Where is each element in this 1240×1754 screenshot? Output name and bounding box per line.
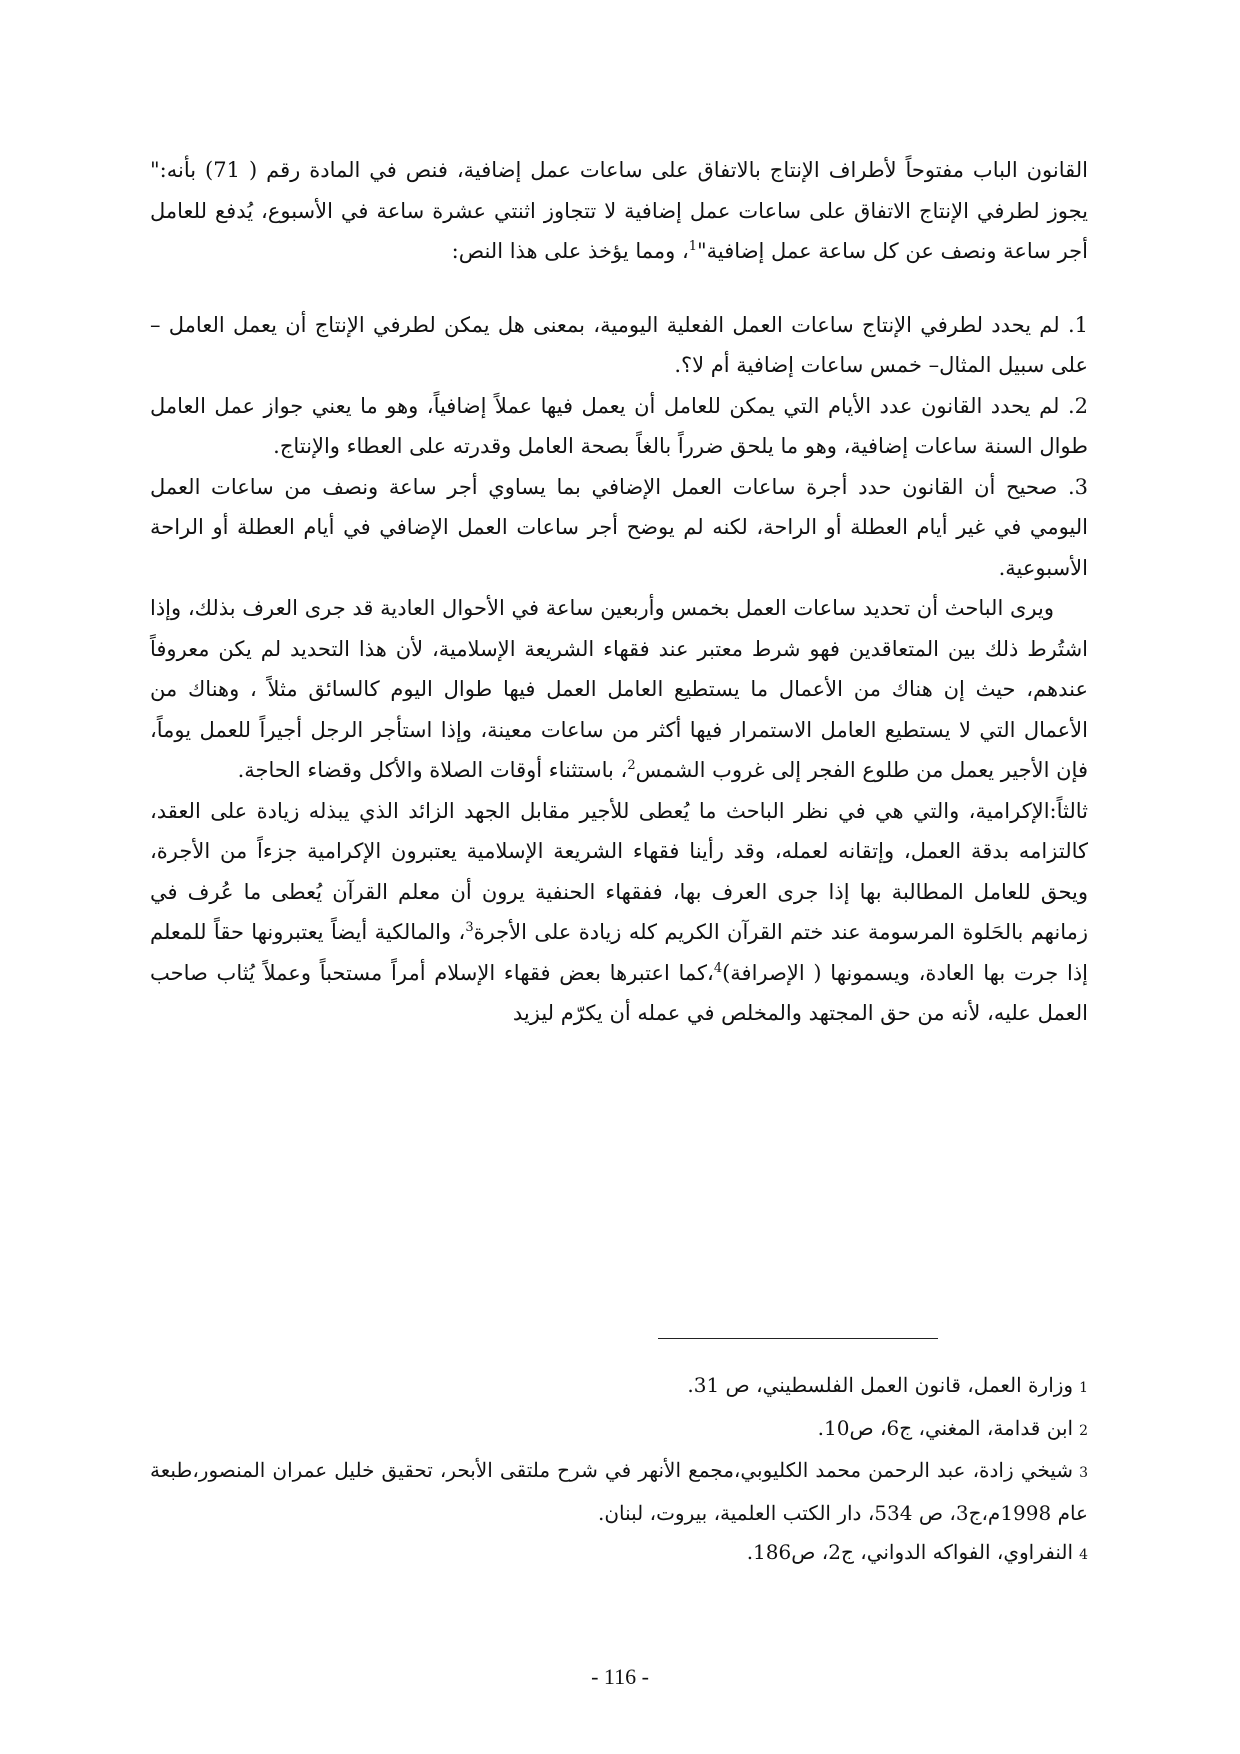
- footnote-4: [150, 1533, 1088, 1576]
- intro-text: القانون الباب مفتوحاً لأطراف الإنتاج بالاتفاق على ساعات عمل إضافية، فنص في المادة رقم ( 71) بأنه:" يجوز لطرفي الإنتاج الاتفاق على ساعات عمل إضافية لا تتجاوز اثنتي عشرة ساعة في الأسبوع، يُدفع للعامل أجر ساعة ونصف عن كل ساعة عمل إضافية": [150, 158, 1089, 263]
- footnote-text: النفراوي، الفواكه الدواني، ج2، ص186.: [746, 1540, 1074, 1564]
- footnote-ref-3[interactable]: 3: [465, 920, 474, 935]
- researcher-opinion-paragraph: [150, 588, 1088, 791]
- point-1: 1. لم يحدد لطرفي الإنتاج ساعات العمل الفعلية اليومية، بمعنى هل يمكن لطرفي الإنتاج أن يعمل العامل – على سبيل المثال– خمس ساعات إضافية أم لا؟.: [150, 312, 1088, 377]
- page-number: - 116 -: [591, 1664, 649, 1689]
- intro-tail: ، ومما يؤخذ على هذا النص:: [451, 239, 689, 263]
- footnote-separator: [658, 1338, 938, 1339]
- footnotes-section: [150, 1366, 1088, 1576]
- footnote-ref-4[interactable]: 4: [713, 960, 723, 976]
- footnote-number: 3: [1079, 1465, 1088, 1481]
- opinion-tail: ، باستثناء أوقات الصلاة والأكل وقضاء الحاجة.: [237, 758, 628, 782]
- footnote-text: وزارة العمل، قانون العمل الفلسطيني، ص 31.: [687, 1373, 1074, 1397]
- point-2: 2. لم يحدد القانون عدد الأيام التي يمكن للعامل أن يعمل فيها عملاً إضافياً، وهو ما يعني جواز عمل العامل طوال السنة ساعات إضافية، وهو ما يلحق ضرراً بالغاً بصحة العامل وقدرته على العطاء والإنتاج.: [150, 393, 1088, 458]
- intro-paragraph: [150, 150, 1088, 272]
- footnote-2: [150, 1409, 1088, 1452]
- third-text-3: ،كما اعتبرها بعض فقهاء الإسلام أمراً مستحباً وعملاً يُثاب صاحب العمل عليه، لأنه من حق المجتهد والمخلص في عمله أن يكرّم ليزيد: [150, 960, 1088, 1025]
- footnote-number: 1: [1079, 1380, 1088, 1396]
- footnote-3: [150, 1451, 1088, 1533]
- third-text-2: ، والمالكية أيضاً يعتبرونها حقاً للمعلم إذا جرت بها العادة، ويسمونها ( الإصرافة): [150, 920, 1089, 985]
- footnote-ref-1[interactable]: 1: [688, 239, 698, 254]
- footnote-text: شيخي زادة، عبد الرحمن محمد الكليوبي،مجمع الأنهر في شرح ملتقى الأبحر، تحقيق خليل عمران المنصور،طبعة عام 1998م،ج3، ص 534، دار الكتب العلمية، بيروت، لبنان.: [150, 1458, 1088, 1525]
- third-text-1: ثالثاً:الإكرامية، والتي هي في نظر الباحث ما يُعطى للأجير مقابل الجهد الزائد الذي يبذله زيادة على العقد، كالتزامه بدقة العمل، وإتقانه لعمله، وقد رأينا فقهاء الشريعة الإسلامية يعتبرون الإكرامية جزءاً من الأجرة، ويحق للعامل المطالبة بها إذا جرى العرف بها، ففقهاء الحنفية يرون أن معلم القرآن يُعطى ما عُرف في زمانهم بالحَلوة المرسومة عند ختم القرآن الكريم كله زيادة على الأجرة: [150, 798, 1088, 944]
- footnote-1: [150, 1366, 1088, 1409]
- footnote-number: 2: [1079, 1422, 1088, 1439]
- point-3: 3. صحيح أن القانون حدد أجرة ساعات العمل الإضافي بما يساوي أجر ساعة ونصف من ساعات العمل اليومي في غير أيام العطلة أو الراحة، لكنه لم يوضح أجر ساعات العمل الإضافي في أيام العطلة أو الراحة الأسبوعية.: [150, 474, 1088, 580]
- footnote-text: ابن قدامة، المغني، ج6، ص10.: [817, 1415, 1074, 1440]
- opinion-text: ويرى الباحث أن تحديد ساعات العمل بخمس وأربعين ساعة في الأحوال العادية قد جرى العرف بذلك، وإذا اشتُرط ذلك بين المتعاقدين فهو شرط معتبر عند فقهاء الشريعة الإسلامية، لأن هذا التحديد لم يكن معروفاً عندهم، حيث إن هناك من الأعمال ما يستطيع العامل العمل فيها طوال اليوم كالسائق مثلاً ، وهناك من الأعمال التي لا يستطيع العامل الاستمرار فيها أكثر من ساعات معينة، وإذا استأجر الرجل أجيراً للعمل يوماً، فإن الأجير يعمل من طلوع الفجر إلى غروب الشمس: [150, 596, 1088, 782]
- footnote-number: 4: [1079, 1547, 1088, 1563]
- footnote-ref-2[interactable]: 2: [627, 758, 636, 773]
- page-body: [150, 150, 1088, 1034]
- third-point-paragraph: [150, 791, 1088, 1034]
